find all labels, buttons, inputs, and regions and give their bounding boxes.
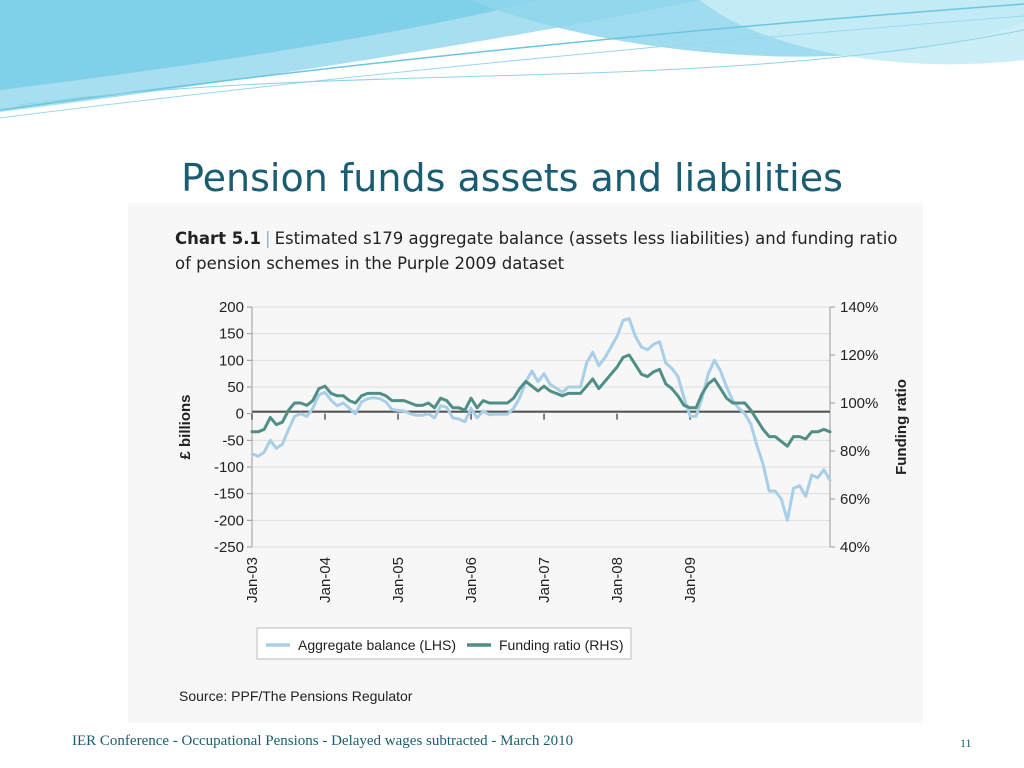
series-line-funding-ratio bbox=[252, 355, 830, 446]
left-tick-label: -200 bbox=[213, 512, 244, 530]
left-axis-label: £ billions bbox=[177, 394, 194, 460]
right-axis-ticks bbox=[830, 299, 878, 556]
right-tick-label: 140% bbox=[840, 299, 879, 316]
left-tick-label: 0 bbox=[235, 405, 244, 423]
legend-label-funding-ratio: Funding ratio (RHS) bbox=[499, 637, 624, 653]
chart-title-text: Estimated s179 aggregate balance (assets less liabilities) and funding ratio of pension schemes in the Purple 2009 dataset bbox=[175, 229, 898, 273]
left-tick-label: 100 bbox=[218, 352, 244, 370]
left-tick-label: 150 bbox=[218, 325, 244, 343]
series-lines bbox=[252, 319, 830, 521]
right-tick-label: 80% bbox=[840, 443, 871, 460]
x-tick-label: Jan-08 bbox=[609, 557, 627, 603]
left-tick-label: -150 bbox=[213, 485, 244, 503]
x-tick-label: Jan-07 bbox=[536, 557, 554, 603]
x-tick-label: Jan-03 bbox=[244, 557, 261, 603]
left-tick-label: -100 bbox=[213, 459, 244, 476]
x-tick-label: Jan-09 bbox=[682, 557, 700, 603]
slide-title: Pension funds assets and liabilities bbox=[181, 156, 843, 200]
x-tick-label: Jan-05 bbox=[390, 557, 408, 603]
chart-title-separator: | bbox=[265, 229, 271, 248]
chart-number-label: Chart 5.1 bbox=[175, 229, 261, 248]
axes bbox=[252, 307, 830, 547]
gridlines bbox=[252, 307, 830, 547]
right-axis-label: Funding ratio bbox=[893, 379, 910, 475]
left-tick-label: -250 bbox=[213, 539, 244, 556]
left-tick-label: -50 bbox=[222, 432, 244, 450]
left-axis-ticks bbox=[214, 299, 252, 556]
x-tick-label: Jan-04 bbox=[317, 557, 335, 603]
right-tick-label: 100% bbox=[840, 395, 879, 412]
right-tick-label: 60% bbox=[840, 491, 871, 508]
left-tick-label: 50 bbox=[227, 379, 244, 396]
left-tick-label: 200 bbox=[218, 299, 244, 316]
chart-source-note: Source: PPF/The Pensions Regulator bbox=[179, 688, 413, 704]
series-line-aggregate-balance bbox=[252, 319, 830, 521]
page-number: 11 bbox=[960, 736, 972, 750]
chart-legend bbox=[257, 628, 631, 659]
x-tick-label: Jan-06 bbox=[463, 557, 481, 603]
slide-footer: IER Conference - Occupational Pensions - Delayed wages subtracted - March 2010 bbox=[72, 733, 574, 749]
right-tick-label: 40% bbox=[840, 539, 871, 556]
x-axis-ticks bbox=[244, 414, 699, 603]
legend-label-aggregate-balance: Aggregate balance (LHS) bbox=[298, 637, 456, 653]
right-tick-label: 120% bbox=[840, 347, 879, 364]
